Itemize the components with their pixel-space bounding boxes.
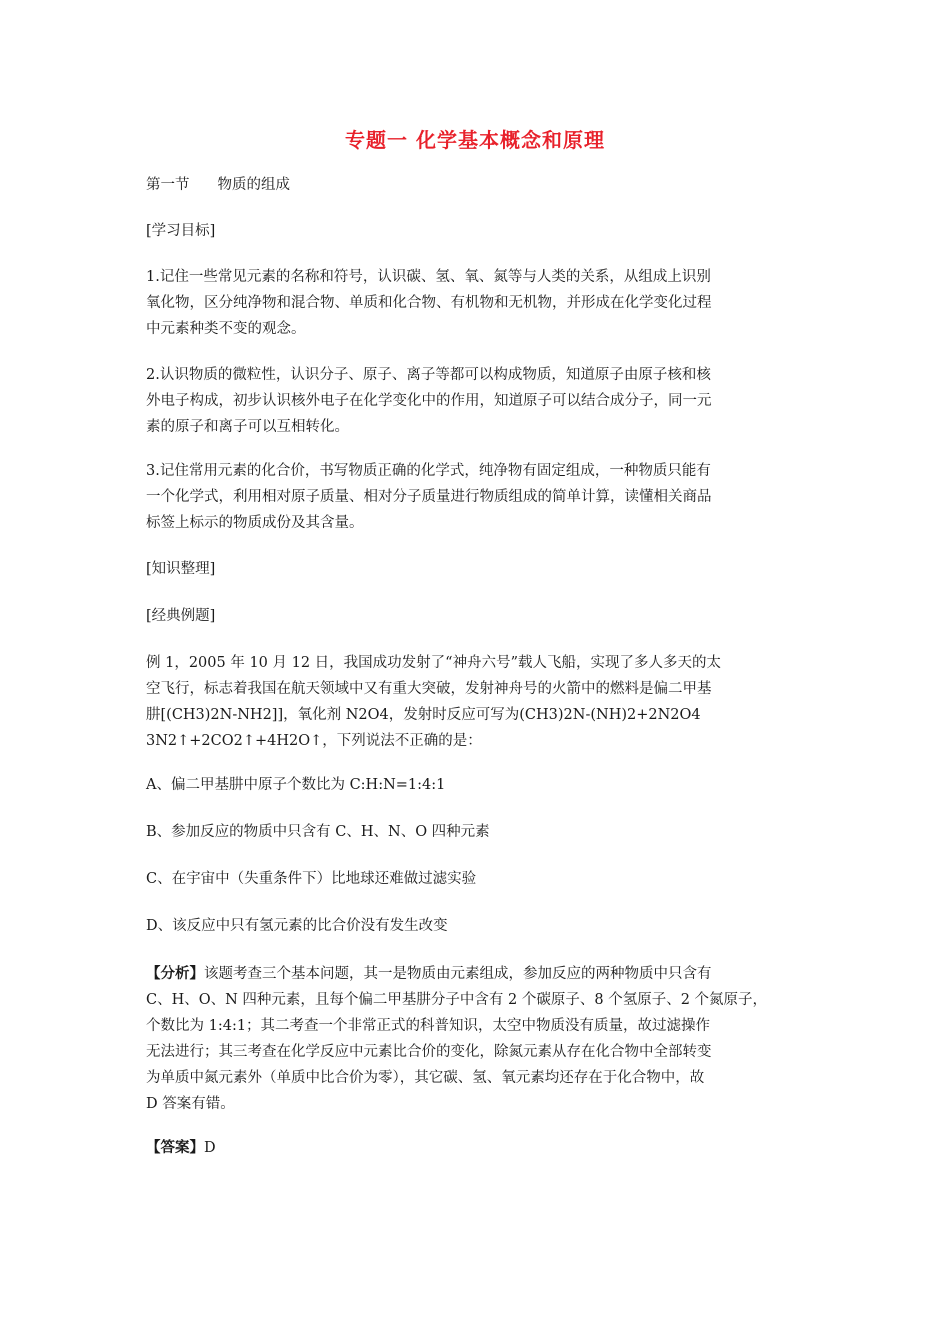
example-1-line: 3N2↑+2CO2↑+4H2O↑，下列说法不正确的是： bbox=[146, 733, 482, 749]
example-1-line: 肼[(CH3)2N-NH2]]，氧化剂 N2O4，发射时反应可写为(CH3)2N-(NH)2+2N2O4 bbox=[146, 707, 701, 723]
analysis-line: 个数比为 1:4:1；其二考查一个非常正式的科普知识，太空中物质没有质量，故过滤操作 bbox=[146, 1018, 711, 1034]
goal-1-line: 中元素种类不变的观念。 bbox=[146, 321, 306, 337]
goals-heading: [学习目标] bbox=[146, 223, 216, 239]
example-1-paragraph bbox=[146, 650, 811, 754]
goal-1-line: 氧化物，区分纯净物和混合物、单质和化合物、有机物和无机物，并形成在化学变化过程 bbox=[146, 295, 712, 311]
option-a: A、偏二甲基肼中原子个数比为 C:H:N=1:4:1 bbox=[146, 777, 446, 793]
analysis-line: 无法进行；其三考查在化学反应中元素比合价的变化，除氮元素从存在化合物中全部转变 bbox=[146, 1044, 712, 1060]
goal-3-line: 标签上标示的物质成份及其含量。 bbox=[146, 515, 364, 531]
analysis-line: D 答案有错。 bbox=[146, 1096, 235, 1112]
answer-label: 【答案】 bbox=[146, 1139, 204, 1156]
analysis-line: 该题考查三个基本问题，其一是物质由元素组成，参加反应的两种物质中只含有 bbox=[204, 966, 712, 982]
answer-line bbox=[146, 1135, 216, 1161]
goal-2-line: 外电子构成，初步认识核外电子在化学变化中的作用，知道原子可以结合成分子，同一元 bbox=[146, 393, 712, 409]
option-c: C、在宇宙中（失重条件下）比地球还难做过滤实验 bbox=[146, 871, 477, 887]
goal-3-line: 3.记住常用元素的化合价，书写物质正确的化学式，纯净物有固定组成，一种物质只能有 bbox=[146, 463, 711, 479]
section-number: 第一节 bbox=[146, 177, 190, 193]
analysis-label: 【分析】 bbox=[146, 965, 204, 982]
section-heading bbox=[146, 172, 290, 198]
goal-2-line: 素的原子和离子可以互相转化。 bbox=[146, 419, 349, 435]
answer-value: D bbox=[204, 1140, 216, 1156]
goal-1-paragraph bbox=[146, 264, 811, 342]
analysis-line: C、H、O、N 四种元素，且每个偏二甲基肼分子中含有 2 个碳原子、8 个氢原子、2 个氮原子， bbox=[146, 992, 768, 1008]
option-d: D、该反应中只有氢元素的比合价没有发生改变 bbox=[146, 918, 448, 934]
example-1-line: 例 1，2005 年 10 月 12 日，我国成功发射了“神舟六号”载人飞船，实现了多人多天的太 bbox=[146, 655, 722, 671]
goal-3-line: 一个化学式，利用相对原子质量、相对分子质量进行物质组成的简单计算，读懂相关商品 bbox=[146, 489, 712, 505]
goal-1-line: 1.记住一些常见元素的名称和符号，认识碳、氢、氧、氮等与人类的关系，从组成上识别 bbox=[146, 269, 711, 285]
knowledge-heading: [知识整理] bbox=[146, 561, 216, 577]
option-b: B、参加反应的物质中只含有 C、H、N、O 四种元素 bbox=[146, 824, 490, 840]
section-name: 物质的组成 bbox=[217, 177, 290, 193]
document-title: 专题一 化学基本概念和原理 bbox=[345, 128, 605, 152]
goal-2-paragraph bbox=[146, 362, 811, 440]
analysis-paragraph bbox=[146, 961, 811, 1117]
goal-3-paragraph bbox=[146, 458, 811, 536]
goal-2-line: 2.认识物质的微粒性，认识分子、原子、离子等都可以构成物质，知道原子由原子核和核 bbox=[146, 367, 711, 383]
analysis-line: 为单质中氮元素外（单质中比合价为零），其它碳、氢、氧元素均还存在于化合物中，故 bbox=[146, 1070, 705, 1086]
examples-heading: [经典例题] bbox=[146, 608, 216, 624]
example-1-line: 空飞行，标志着我国在航天领域中又有重大突破，发射神舟号的火箭中的燃料是偏二甲基 bbox=[146, 681, 712, 697]
